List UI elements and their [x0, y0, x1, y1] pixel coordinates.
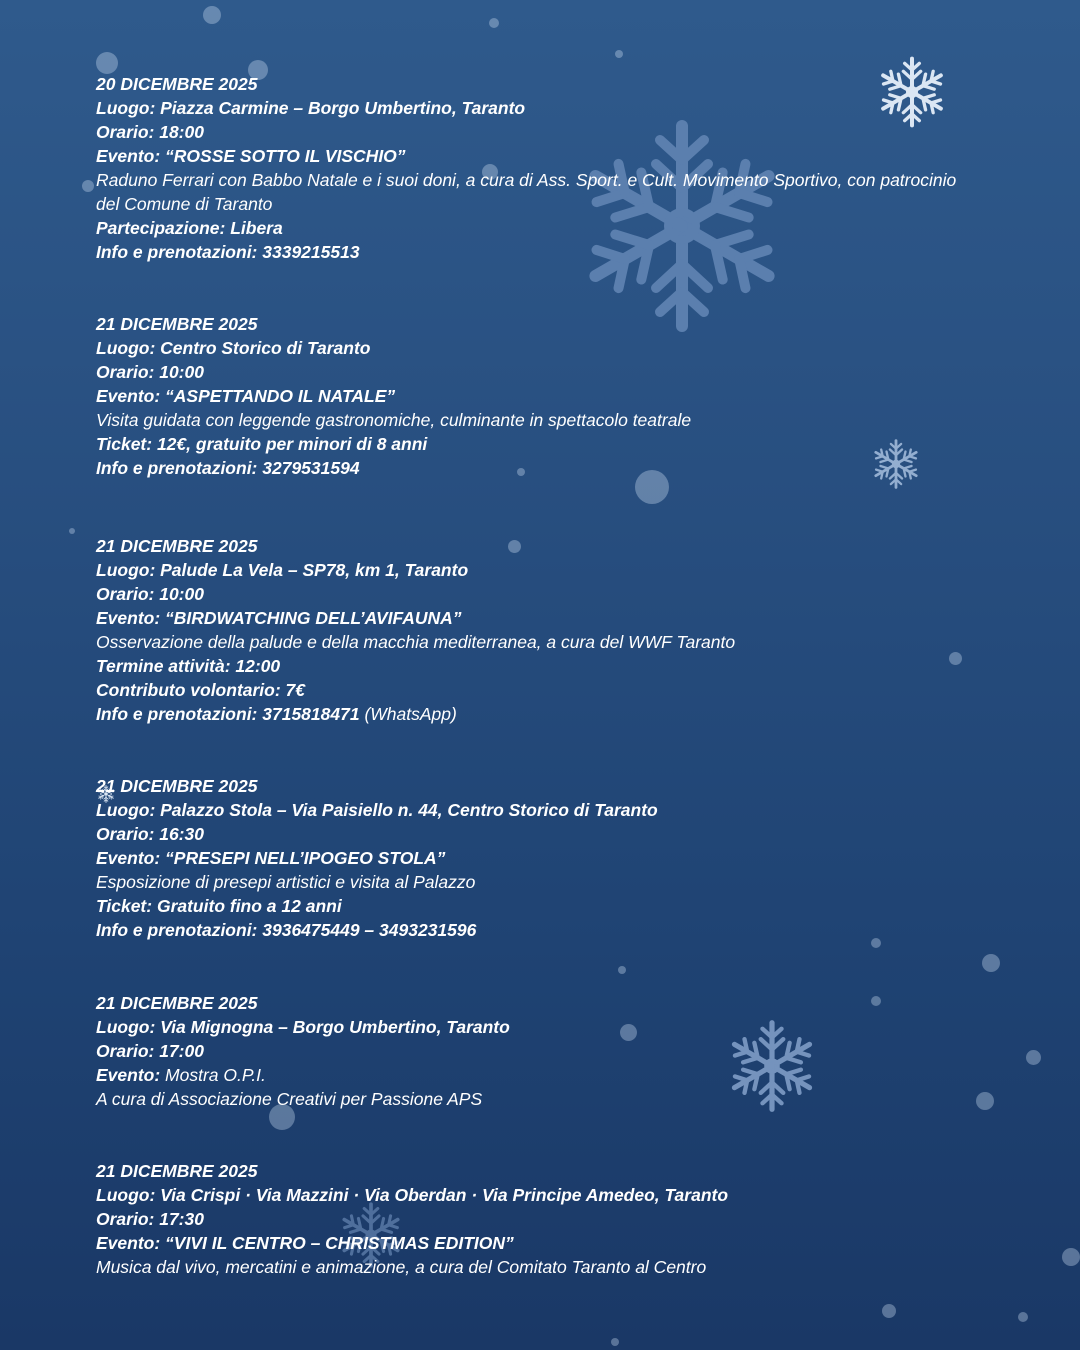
event-title — [96, 1063, 976, 1087]
event-date: 20 DICEMBRE 2025 — [96, 74, 258, 94]
event-time: Orario: 10:00 — [96, 362, 204, 382]
event-participation: Partecipazione: Libera — [96, 218, 283, 238]
event-description: Visita guidata con leggende gastronomiche, culminante in spettacolo teatrale — [96, 410, 692, 430]
event-info-number: Info e prenotazioni: 3715818471 — [96, 704, 360, 724]
event-title: Evento: “ROSSE SOTTO IL VISCHIO” — [96, 146, 406, 166]
snow-dot — [82, 180, 94, 192]
event-time: Orario: 16:30 — [96, 824, 204, 844]
event-title: Evento: “VIVI IL CENTRO – CHRISTMAS EDITION” — [96, 1233, 514, 1253]
event-description: Raduno Ferrari con Babbo Natale e i suoi doni, a cura di Ass. Sport. e Cult. Movimento Sportivo, con patrocinio del Comune di Taranto — [96, 170, 957, 214]
event-item — [96, 72, 976, 264]
event-location: Luogo: Palazzo Stola – Via Paisiello n. 44, Centro Storico di Taranto — [96, 800, 658, 820]
event-title: Evento: “ASPETTANDO IL NATALE” — [96, 386, 396, 406]
event-description: Esposizione di presepi artistici e visita al Palazzo — [96, 872, 476, 892]
snow-dot — [1062, 1248, 1080, 1266]
snow-dot — [982, 954, 1000, 972]
snow-dot — [611, 1338, 619, 1346]
event-item — [96, 991, 976, 1111]
event-description: Osservazione della palude e della macchia mediterranea, a cura del WWF Taranto — [96, 632, 736, 652]
snow-dot — [96, 52, 118, 74]
event-contribution: Contributo volontario: 7€ — [96, 680, 306, 700]
snow-dot — [618, 966, 626, 974]
event-item — [96, 534, 976, 726]
event-ticket: Ticket: Gratuito fino a 12 anni — [96, 896, 342, 916]
event-item — [96, 774, 976, 942]
event-title: Evento: “PRESEPI NELL’IPOGEO STOLA” — [96, 848, 446, 868]
snow-dot — [882, 1304, 896, 1318]
event-location: Luogo: Via Mignogna – Borgo Umbertino, Taranto — [96, 1017, 510, 1037]
event-title-label: Evento: — [96, 1065, 161, 1085]
event-title: Evento: “BIRDWATCHING DELL’AVIFAUNA” — [96, 608, 462, 628]
snow-dot — [203, 6, 221, 24]
snow-dot — [489, 18, 499, 28]
event-info-note: (WhatsApp) — [359, 704, 457, 724]
event-end-time: Termine attività: 12:00 — [96, 656, 281, 676]
event-location: Luogo: Centro Storico di Taranto — [96, 338, 371, 358]
event-description: A cura di Associazione Creativi per Passione APS — [96, 1089, 483, 1109]
event-time: Orario: 17:00 — [96, 1041, 204, 1061]
event-date: 21 DICEMBRE 2025 — [96, 1161, 258, 1181]
event-time: Orario: 10:00 — [96, 584, 204, 604]
snow-dot — [1018, 1312, 1028, 1322]
event-info: Info e prenotazioni: 3339215513 — [96, 242, 360, 262]
event-ticket: Ticket: 12€, gratuito per minori di 8 anni — [96, 434, 428, 454]
snow-dot — [69, 528, 75, 534]
snow-dot — [615, 50, 623, 58]
event-info — [96, 702, 976, 726]
event-info: Info e prenotazioni: 3936475449 – 3493231596 — [96, 920, 477, 940]
event-item — [96, 1159, 976, 1279]
event-info: Info e prenotazioni: 3279531594 — [96, 458, 360, 478]
event-date: 21 DICEMBRE 2025 — [96, 993, 258, 1013]
event-date: 21 DICEMBRE 2025 — [96, 776, 258, 796]
event-title-value: Mostra O.P.I. — [160, 1065, 266, 1085]
snow-dot — [976, 1092, 994, 1110]
event-description: Musica dal vivo, mercatini e animazione, a cura del Comitato Taranto al Centro — [96, 1257, 707, 1277]
event-location: Luogo: Via Crispi · Via Mazzini · Via Oberdan · Via Principe Amedeo, Taranto — [96, 1185, 729, 1205]
event-date: 21 DICEMBRE 2025 — [96, 314, 258, 334]
event-location: Luogo: Piazza Carmine – Borgo Umbertino, Taranto — [96, 98, 526, 118]
event-time: Orario: 18:00 — [96, 122, 204, 142]
event-time: Orario: 17:30 — [96, 1209, 204, 1229]
event-date: 21 DICEMBRE 2025 — [96, 536, 258, 556]
event-location: Luogo: Palude La Vela – SP78, km 1, Taranto — [96, 560, 469, 580]
event-item — [96, 312, 976, 480]
snow-dot — [1026, 1050, 1041, 1065]
